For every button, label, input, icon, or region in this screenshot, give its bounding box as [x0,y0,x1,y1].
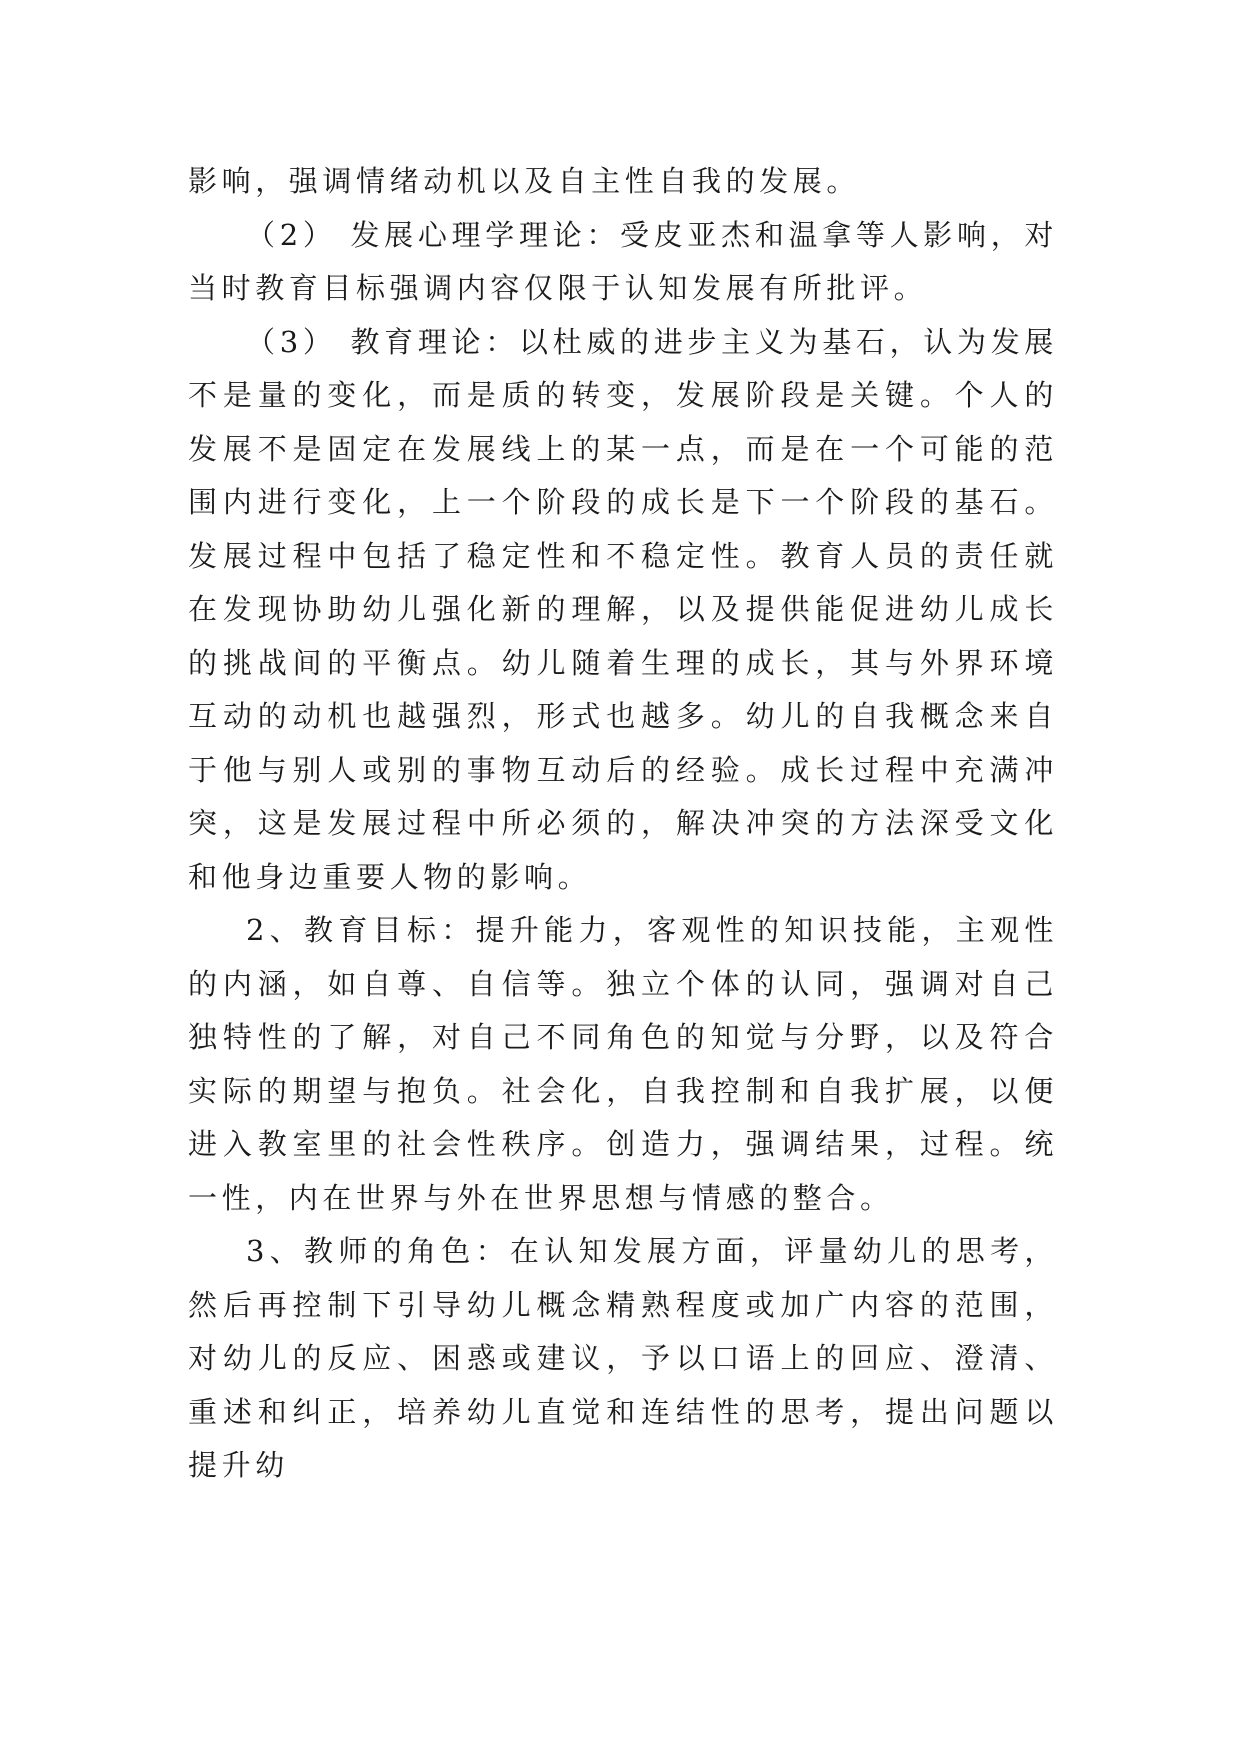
paragraph-developmental-psychology: （2） 发展心理学理论：受皮亚杰和温拿等人影响，对当时教育目标强调内容仅限于认知发展有所批评。 [188,217,1058,305]
paragraph-continuation: 影响，强调情绪动机以及自主性自我的发展。 [188,164,861,198]
paragraph-teacher-role: 3、教师的角色：在认知发展方面，评量幼儿的思考，然后再控制下引导幼儿概念精熟程度或加广内容的范围，对幼儿的反应、困惑或建议，予以口语上的回应、澄清、重述和纠正，培养幼儿直觉和连结性的思考，提出问题以提升幼 [188,1234,1058,1482]
paragraph-educational-goals: 2、教育目标：提升能力，客观性的知识技能，主观性的内涵，如自尊、自信等。独立个体的认同，强调对自己独特性的了解，对自己不同角色的知觉与分野，以及符合实际的期望与抱负。社会化，自我控制和自我扩展，以便进入教室里的社会性秩序。创造力，强调结果，过程。统一性，内在世界与外在世界思想与情感的整合。 [188,913,1058,1215]
document-body [188,155,1058,1493]
paragraph-educational-theory: （3） 教育理论：以杜威的进步主义为基石，认为发展不是量的变化，而是质的转变，发展阶段是关键。个人的发展不是固定在发展线上的某一点，而是在一个可能的范围内进行变化，上一个阶段的成长是下一个阶段的基石。发展过程中包括了稳定性和不稳定性。教育人员的责任就在发现协助幼儿强化新的理解，以及提供能促进幼儿成长的挑战间的平衡点。幼儿随着生理的成长，其与外界环境互动的动机也越强烈，形式也越多。幼儿的自我概念来自于他与别人或别的事物互动后的经验。成长过程中充满冲突，这是发展过程中所必须的，解决冲突的方法深受文化和他身边重要人物的影响。 [188,324,1058,894]
